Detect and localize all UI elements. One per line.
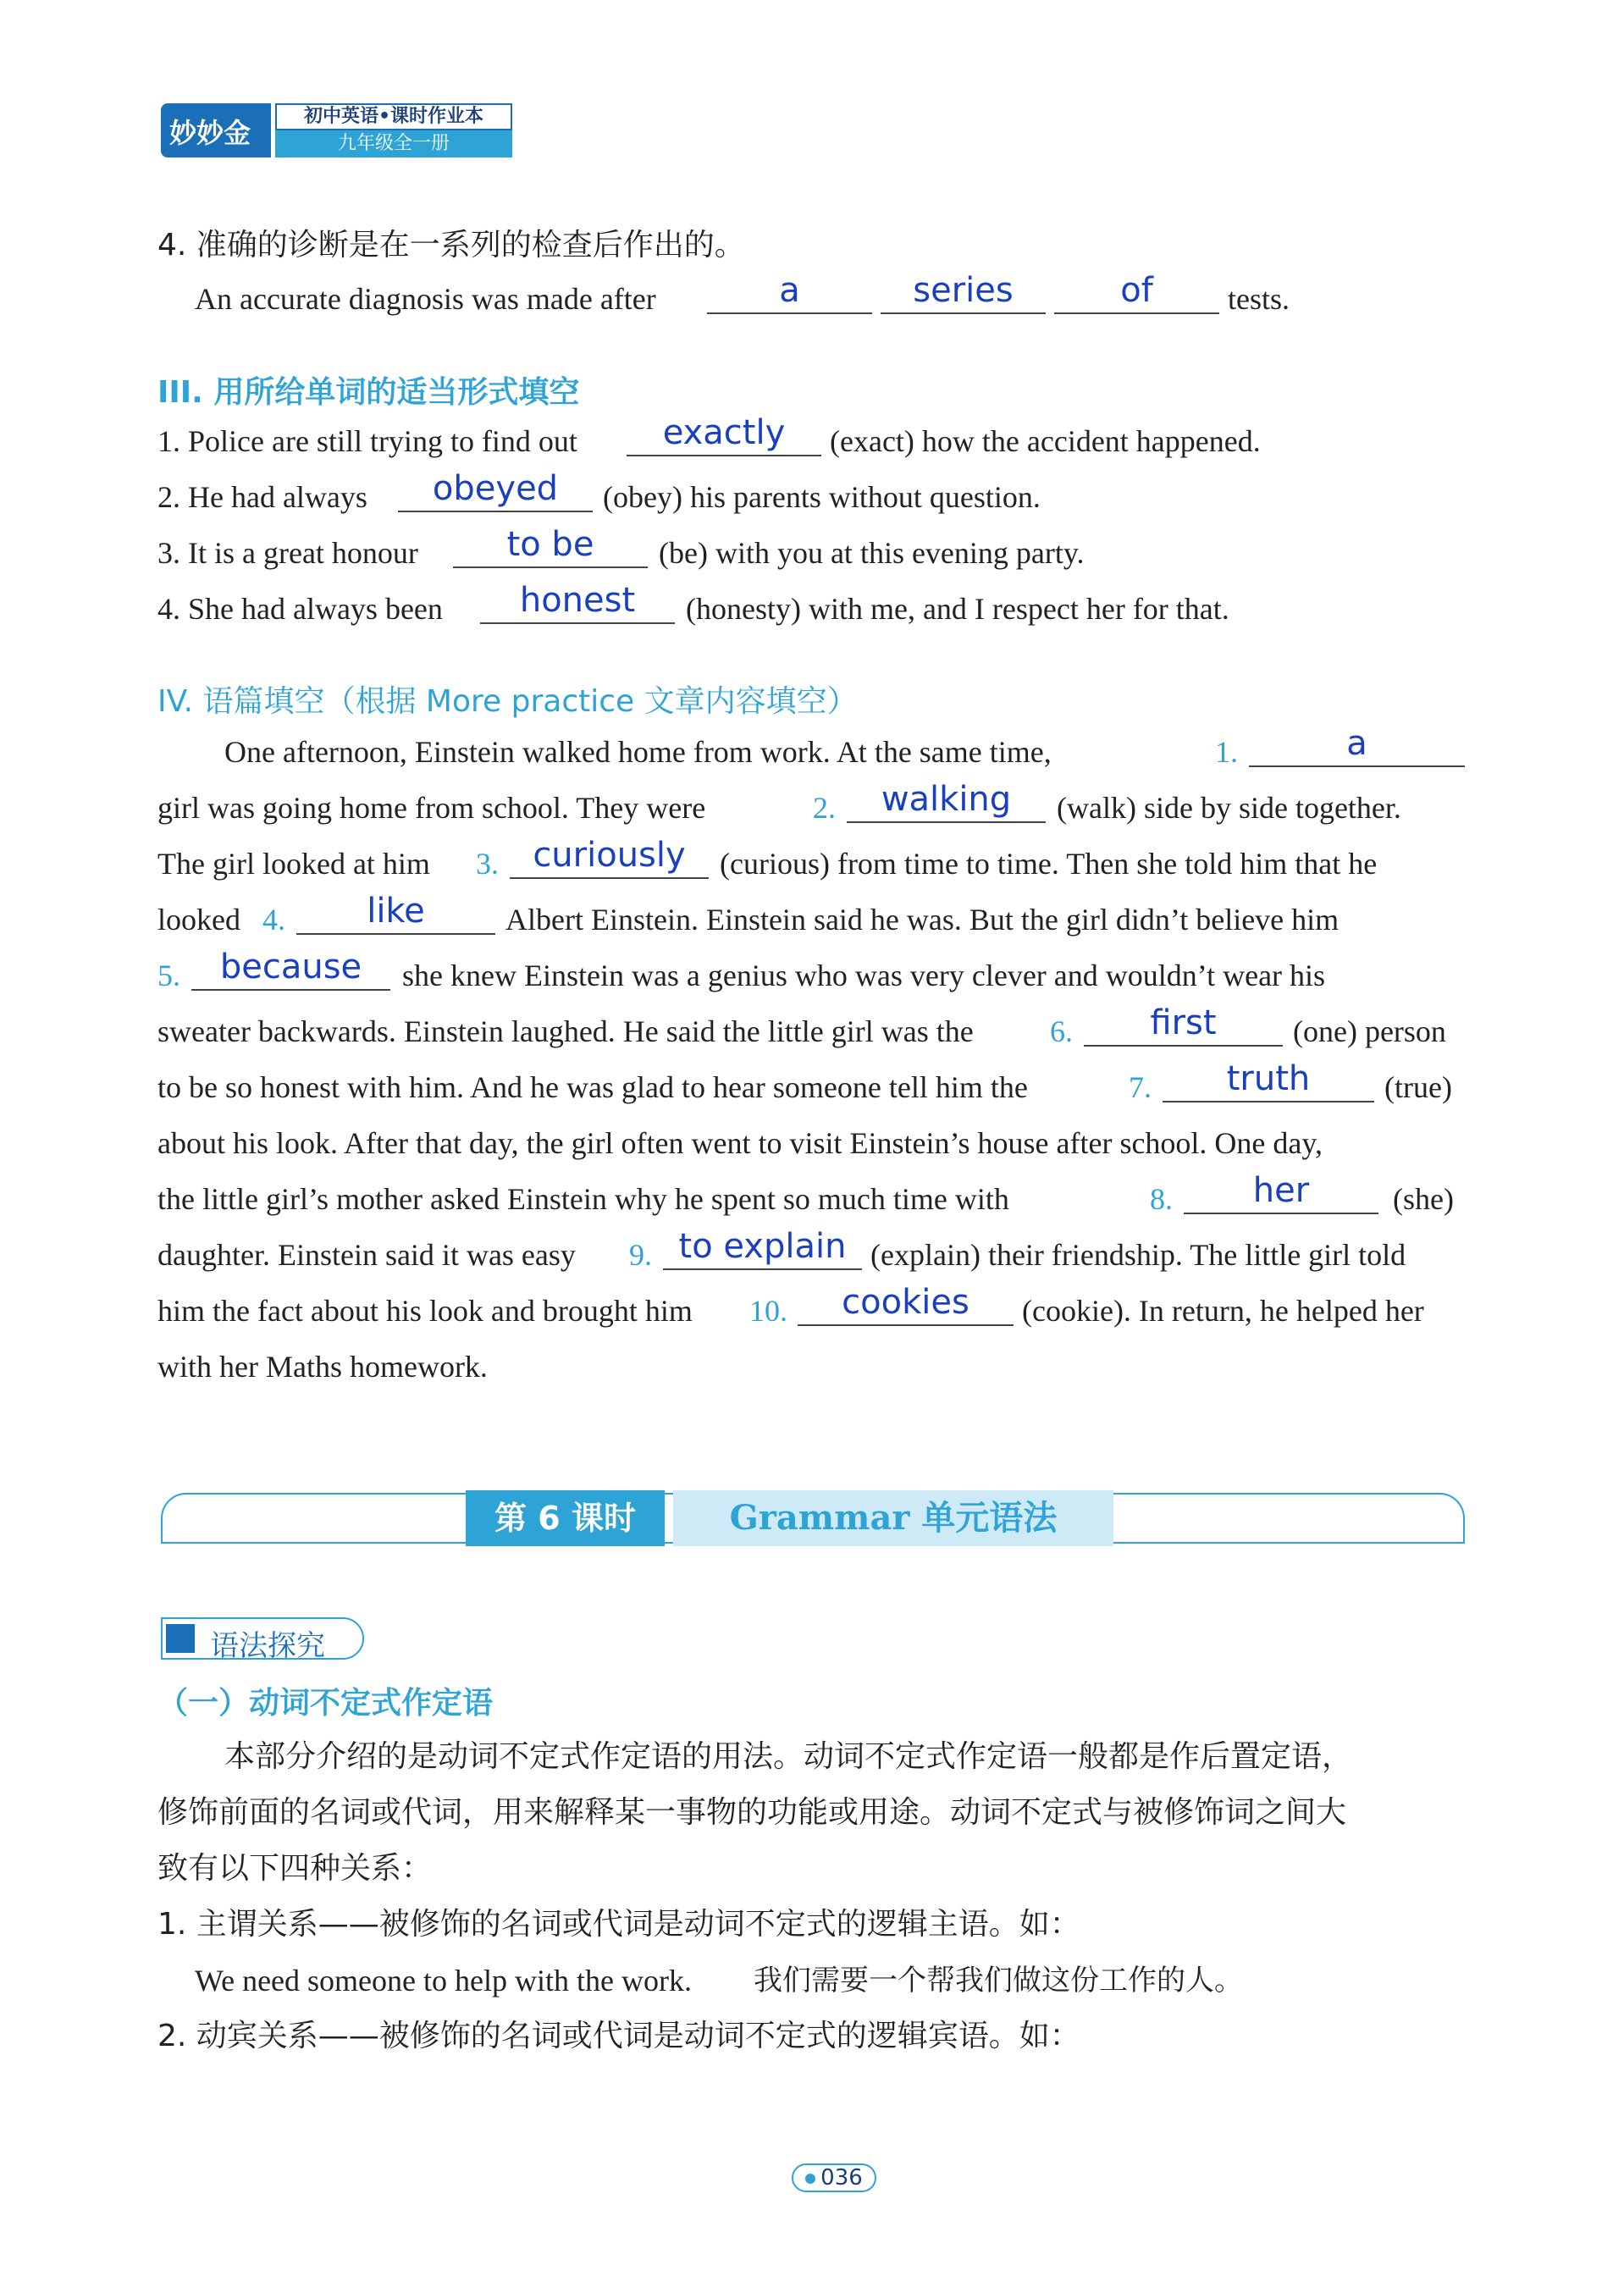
passage-line-3: The girl looked at him [157, 847, 430, 881]
q4-english-end: tests. [1228, 282, 1290, 316]
grammar-example-1-cn: 我们需要一个帮我们做这份工作的人。 [754, 1964, 1243, 1997]
passage-line-10: daughter. Einstein said it was easy [157, 1238, 576, 1272]
grammar-para-line-3: 致有以下四种关系： [157, 1851, 433, 1886]
passage-line-2: girl was going home from school. They were [157, 791, 706, 825]
passage-blank-6: first [1084, 1006, 1283, 1047]
passage-blank-9: to explain [663, 1229, 862, 1270]
page-number [792, 2163, 876, 2192]
blank-number-4: 4. [262, 903, 285, 937]
passage-line-11-after: (cookie). In return, he helped her [1022, 1294, 1424, 1328]
passage-line-9: the little girl’s mother asked Einstein why he spent so much time with [157, 1182, 1009, 1216]
passage-line-9-after: (she) [1393, 1182, 1454, 1216]
passage-blank-2: walking [847, 782, 1046, 823]
blank-number-3: 3. [476, 847, 499, 881]
grade-label: 九年级全一册 [275, 130, 512, 157]
s3-item-1-after: (exact) how the accident happened. [830, 424, 1261, 458]
passage-line-6-after: (one) person [1293, 1014, 1446, 1048]
blank-number-6: 6. [1050, 1014, 1073, 1048]
s3-item-3-after: (be) with you at this evening party. [659, 536, 1085, 570]
grammar-tag-square [166, 1624, 195, 1653]
s3-item-2: 2. He had always [157, 480, 367, 514]
s3-blank-4: honest [480, 583, 675, 624]
passage-line-6: sweater backwards. Einstein laughed. He said the little girl was the [157, 1014, 974, 1048]
passage-line-5-after: she knew Einstein was a genius who was very clever and wouldn’t wear his [402, 959, 1326, 992]
grammar-subtitle: （一）动词不定式作定语 [157, 1686, 494, 1721]
q4-english: An accurate diagnosis was made after [195, 282, 656, 316]
passage-line-10-after: (explain) their friendship. The little girl told [870, 1238, 1406, 1272]
q4-blank-3: of [1054, 274, 1219, 314]
passage-line-8: about his look. After that day, the girl often went to visit Einstein’s house after school. One day, [157, 1126, 1323, 1160]
passage-line-4-after: Albert Einstein. Einstein said he was. But the girl didn’t believe him [505, 903, 1340, 937]
s3-blank-1: exactly [627, 416, 821, 456]
passage-line-3-after: (curious) from time to time. Then she told him that he [720, 847, 1378, 881]
grammar-example-1-en: We need someone to help with the work. [195, 1964, 692, 1997]
passage-blank-5: because [191, 950, 390, 991]
passage-blank-4: like [296, 894, 495, 935]
section-3-title: III. 用所给单词的适当形式填空 [157, 375, 580, 410]
blank-number-10: 10. [749, 1294, 787, 1328]
passage-line-4: looked [157, 903, 240, 937]
series-title: 初中英语•课时作业本 [275, 103, 512, 130]
grammar-tag-label: 语法探究 [210, 1629, 325, 1663]
grammar-point-2: 2. 动宾关系——被修饰的名词或代词是动词不定式的逻辑宾语。如： [157, 2019, 1080, 2053]
passage-line-2-after: (walk) side by side together. [1057, 791, 1401, 825]
lesson-title-bar [466, 1490, 1397, 1546]
lesson-number: 第 6 课时 [466, 1490, 665, 1546]
passage-blank-10: cookies [798, 1285, 1014, 1326]
passage-blank-1: a [1249, 727, 1465, 767]
blank-number-8: 8. [1150, 1182, 1173, 1216]
s3-blank-3: to be [453, 528, 648, 568]
grammar-para-line-1: 本部分介绍的是动词不定式作定语的用法。动词不定式作定语一般都是作后置定语， [224, 1739, 1353, 1774]
q4-blank-1: a [707, 274, 872, 314]
grammar-tag [161, 1617, 364, 1663]
q4-chinese: 4. 准确的诊断是在一系列的检查后作出的。 [157, 228, 745, 262]
passage-blank-3: curiously [510, 838, 709, 879]
grammar-para-line-2: 修饰前面的名词或代词，用来解释某一事物的功能或用途。动词不定式与被修饰词之间大 [157, 1795, 1347, 1830]
blank-number-9: 9. [629, 1238, 652, 1272]
s3-blank-2: obeyed [398, 472, 593, 512]
s3-item-3: 3. It is a great honour [157, 536, 418, 570]
blank-number-7: 7. [1129, 1070, 1152, 1104]
page-dot-icon [805, 2174, 815, 2184]
grammar-point-1: 1. 主谓关系——被修饰的名词或代词是动词不定式的逻辑主语。如： [157, 1907, 1080, 1942]
section-4-title: IV. 语篇填空（根据 More practice 文章内容填空） [157, 684, 858, 719]
brand-logo-text: 妙妙金卷 [169, 117, 251, 188]
passage-line-1: One afternoon, Einstein walked home from work. At the same time, [224, 735, 1052, 769]
brand-logo [161, 103, 271, 188]
passage-line-11: him the fact about his look and brought him [157, 1294, 693, 1328]
s3-item-4: 4. She had always been [157, 592, 443, 626]
passage-blank-7: truth [1163, 1062, 1374, 1102]
q4-blank-2: series [881, 274, 1046, 314]
s3-item-1: 1. Police are still trying to find out [157, 424, 577, 458]
s3-item-4-after: (honesty) with me, and I respect her for that. [686, 592, 1229, 626]
lesson-title: Grammar 单元语法 [673, 1490, 1113, 1546]
series-header [275, 103, 512, 157]
blank-number-1: 1. [1215, 735, 1238, 769]
s3-item-2-after: (obey) his parents without question. [603, 480, 1041, 514]
passage-line-12: with her Maths homework. [157, 1350, 488, 1384]
blank-number-2: 2. [813, 791, 836, 825]
page-number-text: 036 [820, 2165, 863, 2191]
blank-number-5: 5. [157, 959, 180, 992]
passage-line-7: to be so honest with him. And he was glad to hear someone tell him the [157, 1070, 1028, 1104]
passage-line-7-after: (true) [1384, 1070, 1452, 1104]
passage-blank-8: her [1184, 1174, 1378, 1214]
